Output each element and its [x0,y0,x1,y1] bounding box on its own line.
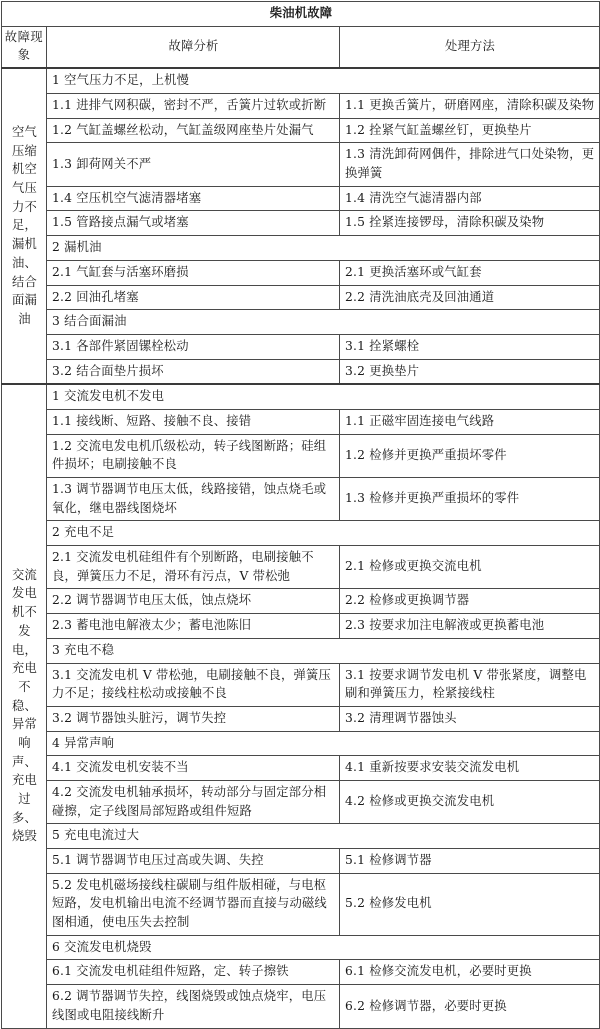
remedy-cell: 6.1 检修交流发电机，必要时更换 [340,960,600,985]
table-row [2,706,600,731]
remedy-cell: 2.2 检修或更换调节器 [340,589,600,614]
fault-group-header: 2 漏机油 [47,236,600,261]
table-row [2,589,600,614]
remedy-cell: 2.1 更换活塞环或气缸套 [340,260,600,285]
fault-group-header: 5 充电电流过大 [47,824,600,849]
fault-analysis-cell: 1.1 接线断、短路、接触不良、接错 [47,409,340,434]
fault-analysis-cell: 2.1 气缸套与活塞环磨损 [47,260,340,285]
remedy-cell: 4.2 检修或更换交流发电机 [340,780,600,823]
diesel-fault-table [1,1,600,1029]
remedy-cell: 1.3 检修并更换严重损坏的零件 [340,478,600,521]
table-row [2,478,600,521]
remedy-cell: 5.1 检修调节器 [340,849,600,874]
column-header-phenomenon: 故障现象 [2,26,47,68]
remedy-cell: 3.2 清理调节器蚀头 [340,706,600,731]
fault-analysis-cell: 2.1 交流发电机硅组件有个别断路，电刷接触不良，弹簧压力不足，滑环有污点，V 带松弛 [47,546,340,589]
fault-analysis-cell: 1.3 卸荷网关不严 [47,143,340,186]
table-row [2,521,600,546]
table-row [2,334,600,359]
fault-analysis-cell: 4.1 交流发电机安装不当 [47,756,340,781]
table-body [2,2,600,1029]
table-row [2,960,600,985]
fault-group-header: 1 交流发电机不发电 [47,384,600,409]
remedy-cell: 3.1 拴紧螺栓 [340,334,600,359]
document-page [0,1,600,1022]
table-row [2,824,600,849]
remedy-cell: 1.5 拴紧连接锣母，清除积碳及染物 [340,211,600,236]
remedy-cell: 5.2 检修发电机 [340,873,600,935]
fault-analysis-cell: 1.1 进排气网积碳，密封不严，舌簧片过软或折断 [47,94,340,119]
remedy-cell: 1.4 清洗空气滤清器内部 [340,186,600,211]
remedy-cell: 2.2 清洗油底壳及回油通道 [340,285,600,310]
remedy-cell: 1.3 清洗卸荷网偶件，排除进气口处染物，更换弹簧 [340,143,600,186]
fault-group-header: 4 异常声响 [47,731,600,756]
header-row [2,26,600,68]
fault-analysis-cell: 1.5 管路接点漏气或堵塞 [47,211,340,236]
column-header-remedy: 处理方法 [340,26,600,68]
fault-analysis-cell: 1.4 空压机空气滤清器堵塞 [47,186,340,211]
table-row [2,546,600,589]
remedy-cell: 4.1 重新按要求安装交流发电机 [340,756,600,781]
fault-analysis-cell: 3.1 交流发电机 V 带松弛，电刷接触不良，弹簧压力不足；接线柱松动或接触不良 [47,663,340,706]
table-row [2,409,600,434]
fault-group-header: 2 充电不足 [47,521,600,546]
fault-analysis-cell: 1.3 调节器调节电压太低，线路接错，蚀点烧毛或氧化，继电器线图烧坏 [47,478,340,521]
document-title: 柴油机故障 [2,2,600,27]
table-row [2,756,600,781]
remedy-cell: 6.2 检修调节器，必要时更换 [340,985,600,1028]
phenomenon-cell [2,68,47,384]
fault-analysis-cell: 1.2 交流电发电机爪级松动，转子线图断路；硅组件损坏；电刷接触不良 [47,434,340,477]
column-header-analysis: 故障分析 [47,26,340,68]
phenomenon-cell [2,384,47,1028]
fault-analysis-cell: 5.2 发电机磁场接线柱碳刷与组件版相碰，与电枢短路，发电机输出电流不经调节器而直接与动磁线图相通，使电压失去控制 [47,873,340,935]
table-row [2,731,600,756]
table-row [2,310,600,335]
remedy-cell: 3.2 更换垫片 [340,359,600,384]
remedy-cell: 1.1 更换舌簧片，研磨网座，清除积碳及染物 [340,94,600,119]
phenomenon-label: 交流发电机不发电，充电不稳、异常响声、充电过多、烧毁 [12,567,37,844]
fault-group-header: 3 结合面漏油 [47,310,600,335]
table-row [2,434,600,477]
fault-analysis-cell: 3.1 各部件紧固镙栓松动 [47,334,340,359]
table-row [2,359,600,384]
table-row [2,780,600,823]
table-row [2,118,600,143]
table-row [2,94,600,119]
fault-analysis-cell: 4.2 交流发电机轴承损坏，转动部分与固定部分相碰擦，定子线图局部短路或组件短路 [47,780,340,823]
fault-analysis-cell: 1.2 气缸盖螺丝松动，气缸盖级网座垫片处漏气 [47,118,340,143]
table-row [2,68,600,93]
fault-analysis-cell: 6.1 交流发电机硅组件短路，定、转子擦铁 [47,960,340,985]
fault-analysis-cell: 3.2 结合面垫片损坏 [47,359,340,384]
fault-group-header: 1 空气压力不足，上机慢 [47,68,600,93]
phenomenon-label: 空气压缩机空气压力不足，漏机油、结合面漏油 [12,125,37,326]
table-row [2,236,600,261]
table-row [2,849,600,874]
table-row [2,663,600,706]
fault-analysis-cell: 2.2 回油孔堵塞 [47,285,340,310]
fault-group-header: 3 充电不稳 [47,638,600,663]
table-row [2,935,600,960]
table-row [2,211,600,236]
table-row [2,638,600,663]
table-row [2,384,600,409]
table-row [2,873,600,935]
title-row [2,2,600,27]
fault-analysis-cell: 2.3 蓄电池电解液太少；蓄电池陈旧 [47,614,340,639]
fault-group-header: 6 交流发电机烧毁 [47,935,600,960]
fault-analysis-cell: 2.2 调节器调节电压太低，蚀点烧坏 [47,589,340,614]
table-row [2,260,600,285]
remedy-cell: 2.1 检修或更换交流电机 [340,546,600,589]
remedy-cell: 2.3 按要求加注电解液或更换蓄电池 [340,614,600,639]
fault-analysis-cell: 5.1 调节器调节电压过高或失调、失控 [47,849,340,874]
table-row [2,285,600,310]
table-row [2,186,600,211]
table-row [2,985,600,1028]
remedy-cell: 1.1 正磁牢固连接电气线路 [340,409,600,434]
remedy-cell: 1.2 检修并更换严重损坏零件 [340,434,600,477]
table-row [2,614,600,639]
fault-analysis-cell: 6.2 调节器调节失控，线图烧毁或蚀点烧牢，电压线图或电阻接线断升 [47,985,340,1028]
remedy-cell: 1.2 拴紧气缸盖螺丝钉，更换垫片 [340,118,600,143]
table-row [2,143,600,186]
remedy-cell: 3.1 按要求调节发电机 V 带张紧度，调整电刷和弹簧压力，栓紧接线柱 [340,663,600,706]
fault-analysis-cell: 3.2 调节器蚀头脏污，调节失控 [47,706,340,731]
